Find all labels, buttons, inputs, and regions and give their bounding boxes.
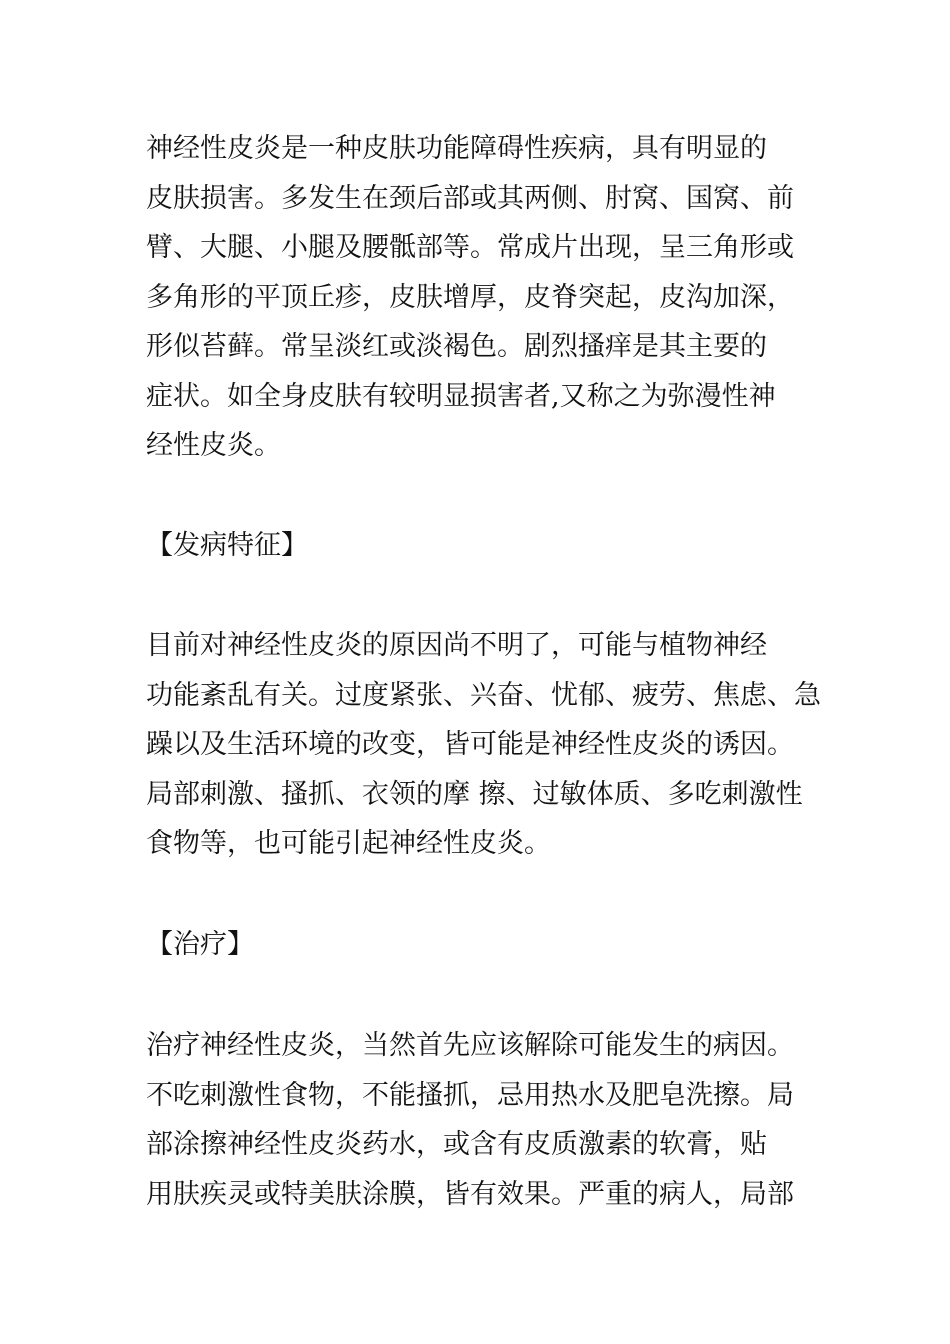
paragraph-line: 神经性皮炎是一种皮肤功能障碍性疾病，具有明显的: [146, 133, 767, 164]
treatment-paragraph: [146, 1021, 846, 1219]
paragraph-line: 多角形的平顶丘疹，皮肤增厚，皮脊突起，皮沟加深，: [146, 281, 794, 313]
paragraph-line: 治疗神经性皮炎，当然首先应该解除可能发生的病因。: [146, 1030, 794, 1061]
paragraph-line: 经性皮炎。: [146, 430, 281, 461]
paragraph-line: 躁以及生活环境的改变，皆可能是神经性皮炎的诱因。: [146, 729, 794, 760]
features-paragraph: [146, 621, 846, 869]
paragraph-line: 食物等，也可能引起神经性皮炎。: [146, 828, 551, 859]
intro-paragraph: [146, 124, 846, 471]
paragraph-line: 皮肤损害。多发生在颈后部或其两侧、肘窝、国窝、前: [146, 182, 794, 214]
paragraph-line: 功能紊乱有关。过度紧张、兴奋、忧郁、疲劳、焦虑、急: [146, 679, 821, 711]
paragraph-line: 用肤疾灵或特美肤涂膜，皆有效果。严重的病人，局部: [146, 1178, 794, 1210]
paragraph-line: 目前对神经性皮炎的原因尚不明了，可能与植物神经: [146, 630, 767, 661]
section-heading-treatment: 【治疗】: [146, 929, 254, 960]
paragraph-line: 部涂擦神经性皮炎药水，或含有皮质激素的软膏，贴: [146, 1129, 767, 1160]
paragraph-line: 臂、大腿、小腿及腰骶部等。常成片出现，呈三角形或: [146, 232, 794, 263]
section-heading-features: 【发病特征】: [146, 530, 308, 561]
paragraph-line: 局部刺激、搔抓、衣领的摩 擦、过敏体质、多吃刺激性: [146, 778, 803, 810]
paragraph-line: 形似苔藓。常呈淡红或淡褐色。剧烈搔痒是其主要的: [146, 331, 767, 362]
paragraph-line: 不吃刺激性食物，不能搔抓，忌用热水及肥皂洗擦。局: [146, 1079, 794, 1111]
paragraph-line: 症状。如全身皮肤有较明显损害者,又称之为弥漫性神: [146, 380, 776, 412]
